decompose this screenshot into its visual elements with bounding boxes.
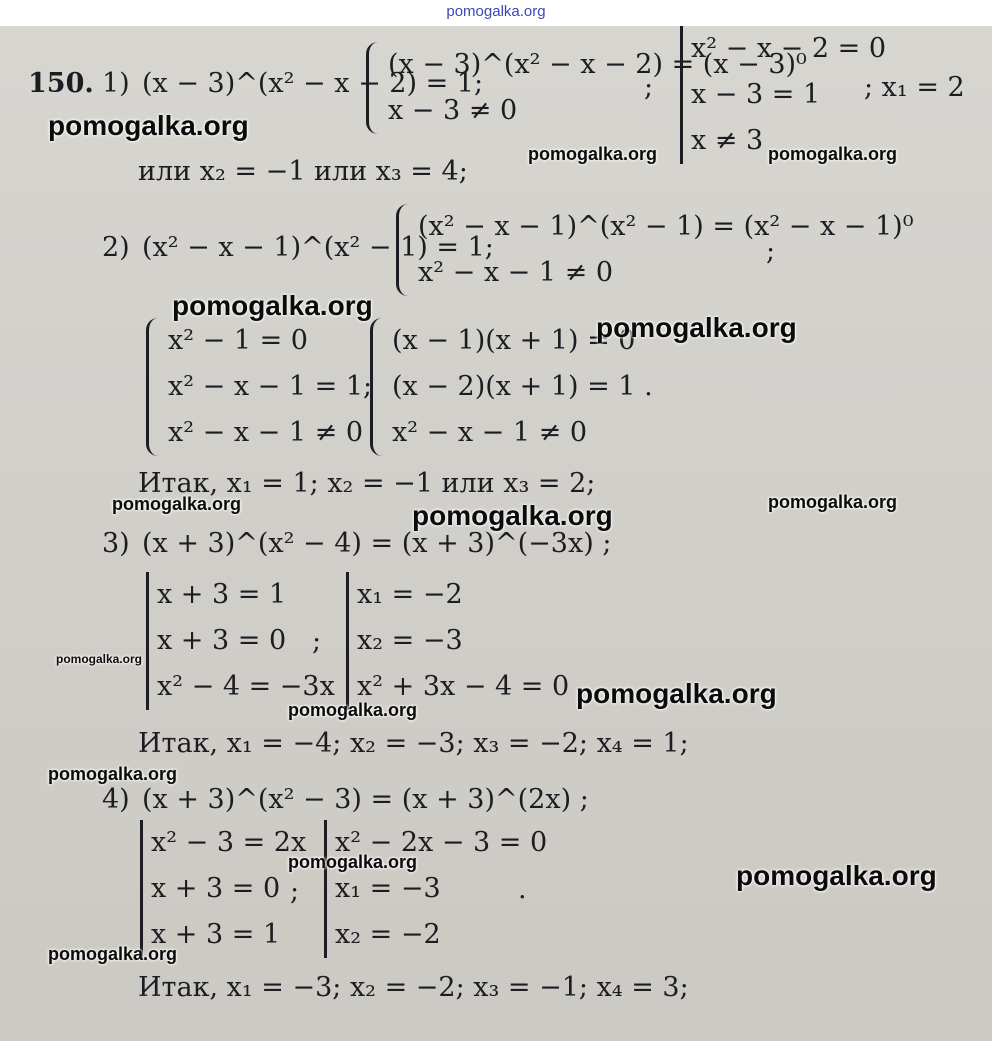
p4-label: 4) — [102, 784, 130, 815]
p1-equation: (x − 3)^(x² − x − 2) = 1; — [142, 68, 484, 99]
p1-separator: ; — [644, 72, 654, 103]
p3-system-b-row: x₂ = −3 — [357, 625, 463, 656]
p2-label: 2) — [102, 232, 130, 263]
p2-system-a-row: x² − x − 1 ≠ 0 — [418, 257, 613, 288]
p2-system-a — [396, 204, 914, 296]
p1-x1: ; x₁ = 2 — [864, 72, 965, 103]
p1-system-b-row: x − 3 = 1 — [691, 79, 821, 110]
p1-answer: или x₂ = −1 или x₃ = 4; — [138, 156, 468, 187]
p1-system-a-row: x − 3 ≠ 0 — [388, 95, 518, 126]
p2-answer: Итак, x₁ = 1; x₂ = −1 или x₃ = 2; — [138, 468, 596, 499]
p4-dot: . — [518, 874, 527, 905]
p4-system-b — [324, 820, 547, 958]
p3-system-a — [146, 572, 335, 710]
p4-system-b-row: x² − 2x − 3 = 0 — [335, 827, 548, 858]
p3-answer: Итак, x₁ = −4; x₂ = −3; x₃ = −2; x₄ = 1; — [138, 728, 689, 759]
p4-separator: ; — [290, 876, 300, 907]
brace — [146, 318, 165, 456]
p3-system-a-row: x + 3 = 0 — [157, 625, 287, 656]
p3-equation: (x + 3)^(x² − 4) = (x + 3)^(−3x) ; — [142, 528, 612, 559]
p2-system-b — [146, 318, 372, 456]
p1-system-b-row: x² − x − 2 = 0 — [691, 33, 886, 64]
p3-system-b-row: x₁ = −2 — [357, 579, 463, 610]
p1-system-b-row: x ≠ 3 — [691, 125, 764, 156]
watermark: pomogalka.org — [412, 500, 613, 531]
p2-system-b-row: x² − x − 1 = 1; — [168, 371, 373, 402]
p2-system-c-row: (x − 2)(x + 1) = 1 . — [392, 371, 653, 402]
p2-system-c-row: (x − 1)(x + 1) = 0 — [392, 325, 636, 356]
p4-system-b-row: x₁ = −3 — [335, 873, 441, 904]
p4-answer: Итак, x₁ = −3; x₂ = −2; x₃ = −1; x₄ = 3; — [138, 972, 689, 1003]
watermark: pomogalka.org — [288, 700, 418, 720]
watermark: pomogalka.org — [112, 494, 242, 514]
p3-system-a-row: x² − 4 = −3x — [157, 671, 335, 702]
p3-system-b — [346, 572, 569, 710]
p2-system-b-row: x² − x − 1 ≠ 0 — [168, 417, 363, 448]
p4-system-a-row: x + 3 = 1 — [151, 919, 281, 950]
p1-label: 1) — [102, 68, 130, 99]
p3-separator: ; — [312, 626, 322, 657]
watermark: pomogalka.org — [48, 944, 178, 964]
brace — [396, 204, 415, 296]
watermark: pomogalka.org — [768, 492, 898, 512]
watermark: pomogalka.org — [596, 312, 797, 343]
p3-system-b-row: x² + 3x − 4 = 0 — [357, 671, 570, 702]
p4-system-a-row: x² − 3 = 2x — [151, 827, 307, 858]
problem-number: 150. — [28, 68, 94, 99]
p2-system-c-row: x² − x − 1 ≠ 0 — [392, 417, 587, 448]
brace — [366, 42, 385, 134]
watermark: pomogalka.org — [288, 852, 418, 872]
p2-separator: ; — [766, 236, 776, 267]
watermark: pomogalka.org — [768, 144, 898, 164]
p4-system-b-row: x₂ = −2 — [335, 919, 441, 950]
watermark: pomogalka.org — [56, 652, 143, 666]
p2-system-b-row: x² − 1 = 0 — [168, 325, 308, 356]
p3-system-a-row: x + 3 = 1 — [157, 579, 287, 610]
p2-equation: (x² − x − 1)^(x² − 1) = 1; — [142, 232, 494, 263]
p2-system-a-row: (x² − x − 1)^(x² − 1) = (x² − x − 1)⁰ — [418, 211, 914, 242]
p4-system-a-row: x + 3 = 0 — [151, 873, 281, 904]
brace — [370, 318, 389, 456]
watermark: pomogalka.org — [172, 290, 373, 321]
watermark: pomogalka.org — [528, 144, 658, 164]
watermark: pomogalka.org — [48, 110, 249, 141]
p1-system-a-row: (x − 3)^(x² − x − 2) = (x − 3)⁰ — [388, 49, 807, 80]
top-watermark: pomogalka.org — [0, 0, 992, 26]
p4-equation: (x + 3)^(x² − 3) = (x + 3)^(2x) ; — [142, 784, 589, 815]
watermark: pomogalka.org — [48, 764, 178, 784]
p4-system-a — [140, 820, 306, 958]
watermark: pomogalka.org — [576, 678, 777, 709]
p3-label: 3) — [102, 528, 130, 559]
watermark: pomogalka.org — [736, 860, 937, 891]
